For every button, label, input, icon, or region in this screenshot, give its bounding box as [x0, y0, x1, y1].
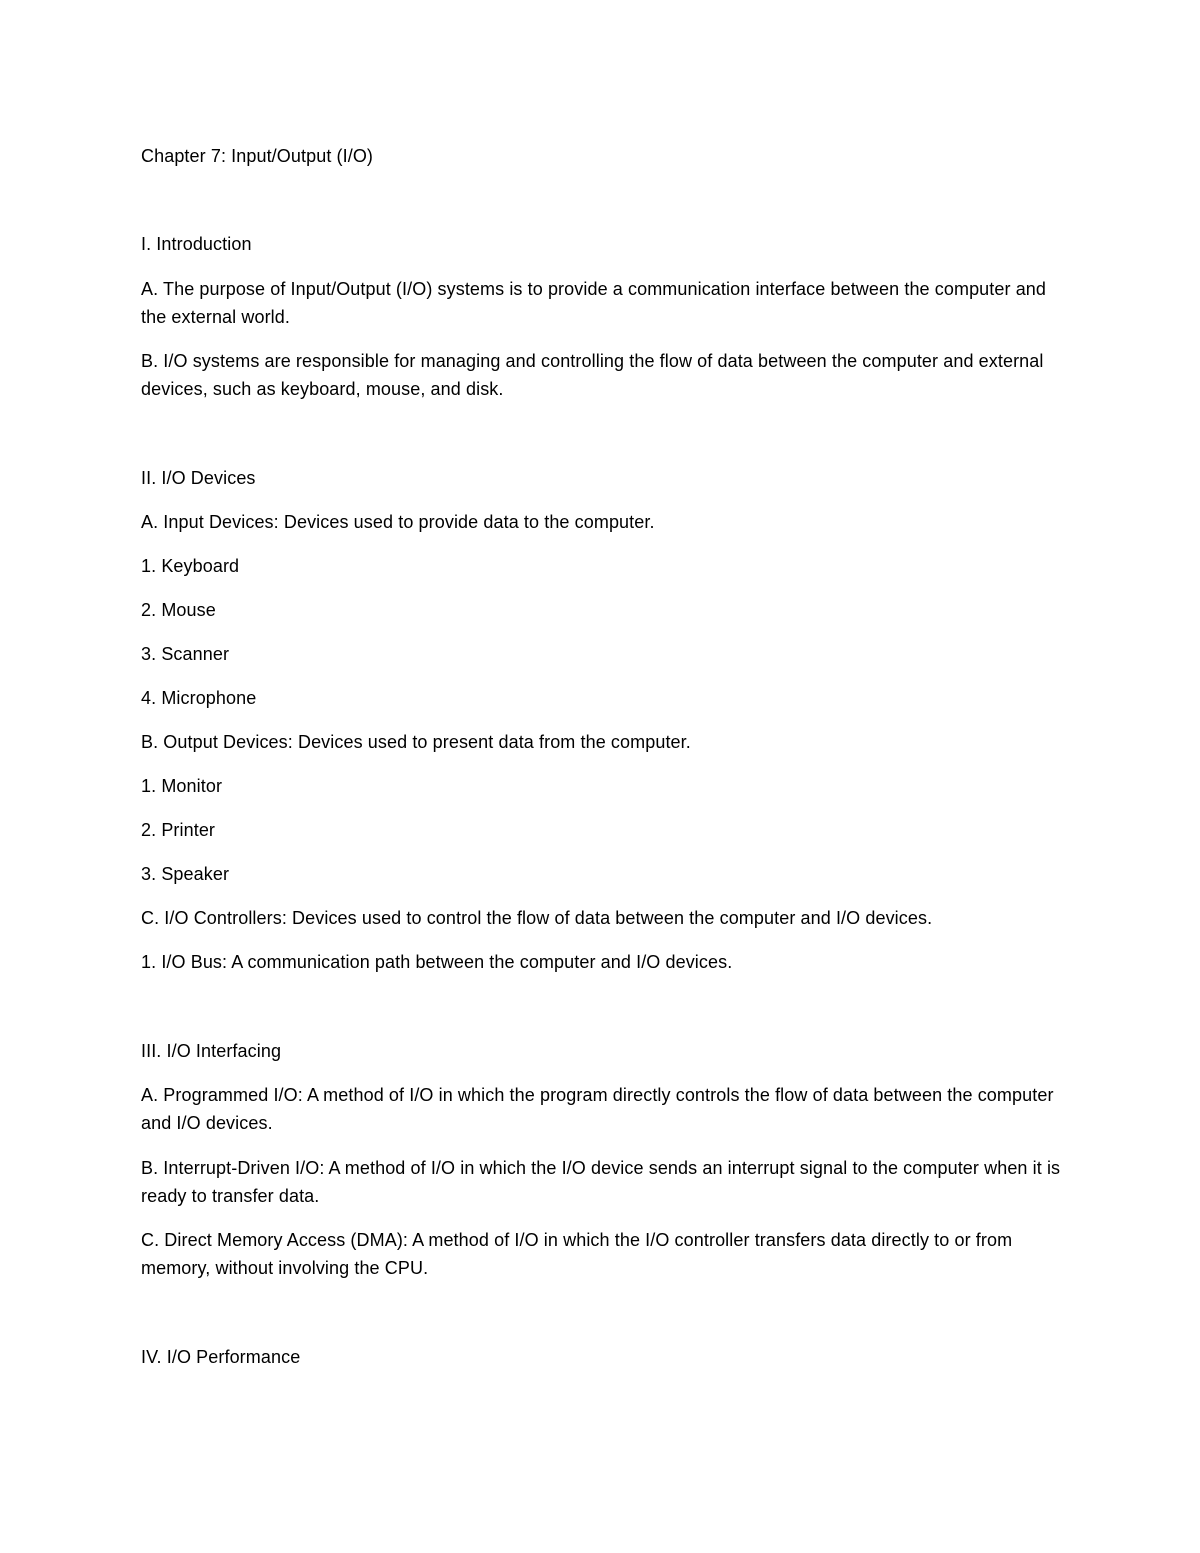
section-heading-introduction: I. Introduction — [141, 234, 252, 254]
section-heading-io-interfacing: III. I/O Interfacing — [141, 1041, 282, 1061]
paragraph-io-controllers: C. I/O Controllers: Devices used to control the flow of data between the computer and I/O devices. — [141, 908, 933, 928]
list-item-io-bus: 1. I/O Bus: A communication path between the computer and I/O devices. — [141, 952, 733, 972]
list-item-printer: 2. Printer — [141, 820, 216, 840]
list-item-scanner: 3. Scanner — [141, 644, 230, 664]
list-item-microphone: 4. Microphone — [141, 688, 257, 708]
paragraph-intro-a: A. The purpose of Input/Output (I/O) systems is to provide a communication interface between the computer and the external world. — [141, 279, 1052, 327]
section-heading-io-performance: IV. I/O Performance — [141, 1347, 301, 1367]
paragraph-intro-b: B. I/O systems are responsible for managing and controlling the flow of data between the computer and external devices, such as keyboard, mouse, and disk. — [141, 351, 1049, 399]
paragraph-dma: C. Direct Memory Access (DMA): A method of I/O in which the I/O controller transfers data directly to or from memory, without involving the CPU. — [141, 1230, 1018, 1278]
list-item-speaker: 3. Speaker — [141, 864, 230, 884]
list-item-keyboard: 1. Keyboard — [141, 556, 240, 576]
list-item-monitor: 1. Monitor — [141, 776, 223, 796]
paragraph-interrupt-driven-io: B. Interrupt-Driven I/O: A method of I/O in which the I/O device sends an interrupt signal to the computer when it is ready to transfer data. — [141, 1158, 1066, 1206]
section-heading-io-devices: II. I/O Devices — [141, 468, 256, 488]
document-title: Chapter 7: Input/Output (I/O) — [141, 146, 374, 166]
list-item-mouse: 2. Mouse — [141, 600, 216, 620]
paragraph-programmed-io: A. Programmed I/O: A method of I/O in which the program directly controls the flow of data between the computer and I/O devices. — [141, 1085, 1059, 1133]
paragraph-output-devices: B. Output Devices: Devices used to present data from the computer. — [141, 732, 691, 752]
paragraph-input-devices: A. Input Devices: Devices used to provide data to the computer. — [141, 512, 655, 532]
